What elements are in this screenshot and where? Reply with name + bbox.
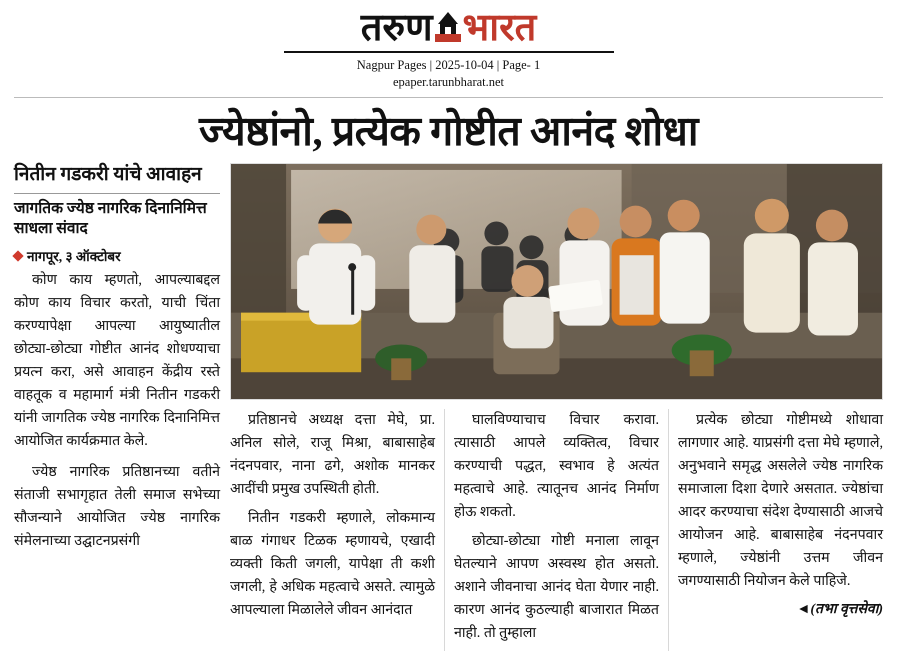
masthead-logo bbox=[361, 6, 537, 49]
article-column-2 bbox=[444, 409, 668, 651]
masthead-rule bbox=[284, 51, 614, 53]
edition-line: Nagpur Pages | 2025-10-04 | Page- 1 bbox=[356, 58, 541, 73]
page-title: ज्येष्ठांनो, प्रत्येक गोष्टीत आनंद शोधा bbox=[198, 108, 698, 155]
lead-paragraph: ज्येष्ठ नागरिक प्रतिष्ठानच्या वतीने संताजी सभागृहात तेली समाज सभेच्या सौजन्याने आयोजित ज्येष्ठ नागरिक संमेलनाच्या उद्घाटनप्रसंगी bbox=[14, 464, 220, 550]
lower-columns bbox=[230, 409, 883, 651]
paragraph: नितीन गडकरी म्हणाले, लोकमान्य बाळ गंगाधर टिळक म्हणायचे, एखादी व्यक्ती किती जगली, यापेक्षा ती कशी जगली, हे अधिक महत्वाचे असते. त्यामुळे आपल्याला मिळालेले जीवन आनंदात bbox=[230, 510, 435, 619]
masthead-logo-left: तरुण bbox=[360, 7, 433, 50]
dateline-text: नागपूर, ३ ऑक्टोबर bbox=[27, 249, 121, 265]
masthead-divider bbox=[14, 97, 883, 98]
article-body bbox=[0, 163, 897, 651]
sub-kicker-text: जागतिक ज्येष्ठ नागरिक दिनानिमित्त साधला संवाद bbox=[14, 199, 207, 238]
article-credit: ◄(तभा वृत्तसेवा) bbox=[796, 602, 883, 618]
kicker-divider bbox=[14, 193, 220, 194]
article-column-3 bbox=[668, 409, 883, 651]
paragraph: घालविण्याचाच विचार करावा. त्यासाठी आपले व्यक्तित्व, विचार करण्याची पद्धत, स्वभाव हे अत्यंत महत्वाचे आहे. त्यातूनच आनंद निर्माण होऊ शकतो. bbox=[454, 412, 659, 521]
sidebar-column bbox=[14, 163, 230, 651]
lead-paragraph: कोण काय म्हणतो, आपल्याबद्दल कोण काय विचार करतो, याची चिंता करण्यापेक्षा आपल्या आयुष्यातील छोट्या-छोट्या गोष्टीत आनंद शोधण्याचा प्रयत्न करा, असे आवाहन केंद्रीय रस्ते वाहतूक व महामार्ग मंत्री नितीन गडकरी यांनी जागतिक ज्येष्ठ नागरिक दिनानिमित्त आयोजित कार्यक्रमात केले. bbox=[14, 272, 220, 450]
website-url[interactable]: epaper.tarunbharat.net bbox=[392, 75, 505, 90]
paragraph: प्रतिष्ठानचे अध्यक्ष दत्ता मेघे, प्रा. अनिल सोले, राजू मिश्रा, बाबासाहेब नंदनपवार, नाना ढगे, अशोक मानकर आदींची प्रमुख उपस्थिती होती. bbox=[230, 412, 435, 498]
temple-emblem-icon bbox=[435, 11, 461, 41]
paragraph: प्रत्येक छोट्या गोष्टीमध्ये शोधावा लागणार आहे. याप्रसंगी दत्ता मेघे म्हणाले, अनुभवाने समृद्ध असलेले ज्येष्ठ नागरिक समाजाला दिशा देणारे असतात. ज्येष्ठांचा आदर करण्याचा संदेश देण्यासाठी आजचे आयोजन आहे. बाबासाहेब नंदनपवार म्हणाले, ज्येष्ठांनी उत्तम जीवन जगण्यासाठी नियोजन केले पाहिजे. bbox=[678, 412, 883, 590]
red-diamond-icon bbox=[12, 251, 23, 262]
paragraph: छोट्या-छोट्या गोष्टी मनाला लावून घेतल्याने आपण अस्वस्थ होत असतो. अशाने जीवनाचा आनंद घेता येणार नाही. कारण आनंद कुठल्याही बाजारात मिळत नाही. तो तुम्हाला bbox=[454, 533, 659, 642]
event-stage-photograph bbox=[230, 163, 883, 400]
dateline bbox=[14, 247, 220, 265]
masthead-logo-right: भारत bbox=[462, 7, 537, 50]
kicker-text: नितीन गडकरी यांचे आवाहन bbox=[14, 164, 202, 186]
masthead bbox=[0, 0, 897, 98]
lead-text bbox=[14, 269, 220, 553]
main-column bbox=[230, 163, 883, 651]
article-column-1 bbox=[230, 409, 444, 651]
